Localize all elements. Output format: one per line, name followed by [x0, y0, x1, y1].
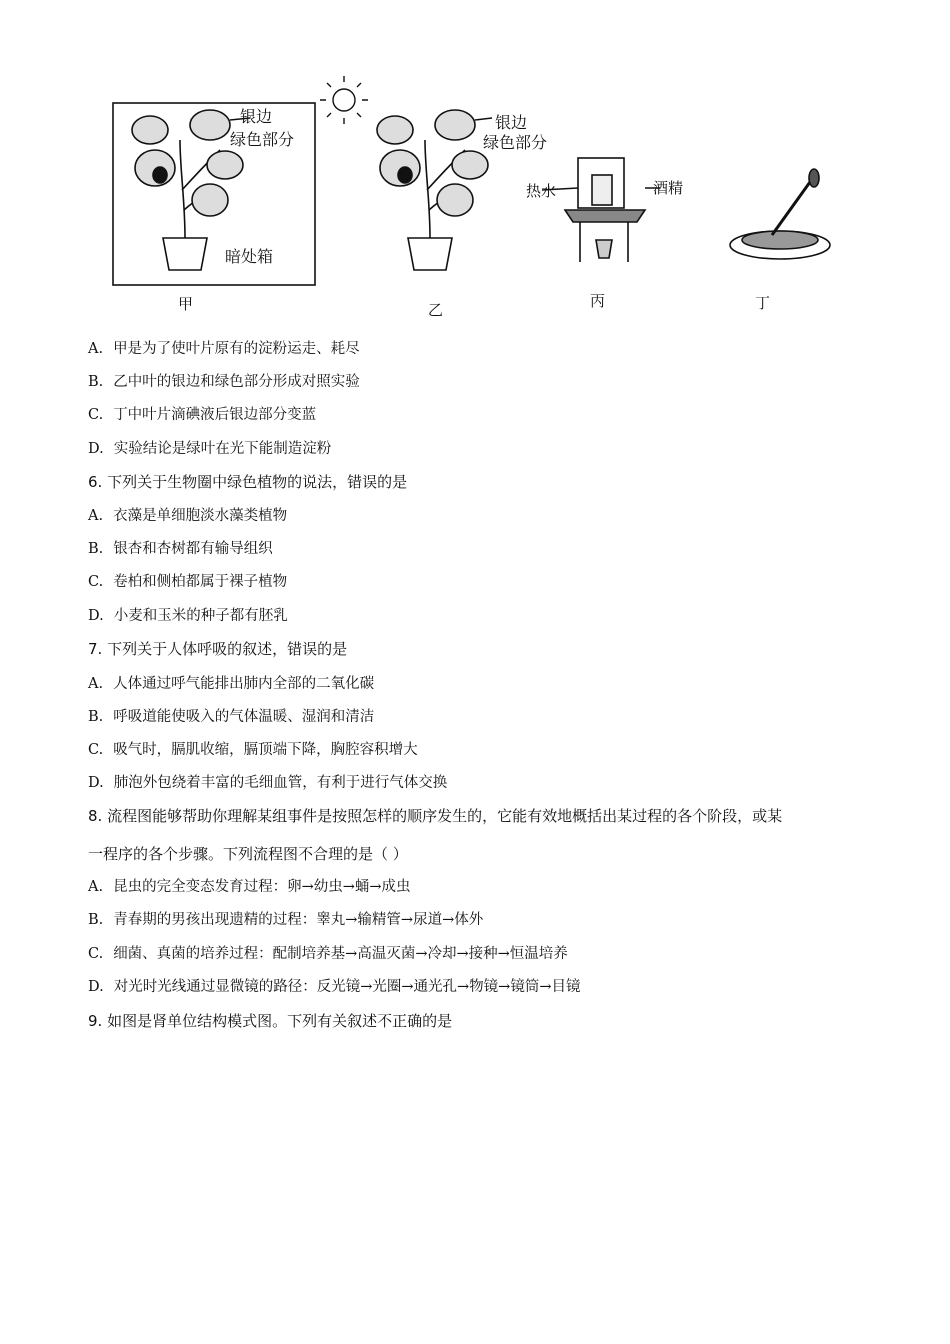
option-letter: D. [88, 441, 104, 457]
q5-option-b [88, 372, 360, 392]
q7-option-b [88, 707, 374, 727]
option-text: 乙中叶的银边和绿色部分形成对照实验 [113, 374, 360, 390]
option-text: 呼吸道能使吸入的气体温暖、湿润和清洁 [113, 709, 375, 725]
label-green-part-1: 绿色部分 [230, 130, 295, 149]
option-letter: B. [88, 374, 104, 390]
option-text: 卷柏和侧柏都属于裸子植物 [113, 574, 288, 590]
option-letter: C. [88, 407, 104, 423]
label-alcohol: 酒精 [653, 179, 684, 197]
label-dark-box: 暗处箱 [225, 247, 274, 266]
q6-option-a [88, 506, 287, 526]
label-silver-edge-1: 银边 [240, 107, 273, 126]
experiment-figure [100, 70, 880, 330]
option-letter: B. [88, 912, 104, 928]
option-text: 丁中叶片滴碘液后银边部分变蓝 [113, 407, 317, 423]
experiment-diagram [100, 70, 880, 330]
option-text: 银杏和杏树都有输导组织 [113, 541, 273, 557]
option-letter: C. [88, 574, 104, 590]
option-text: 小麦和玉米的种子都有胚乳 [113, 608, 288, 624]
question-text: 下列关于人体呼吸的叙述，错误的是 [107, 640, 348, 658]
q8-option-a [88, 877, 411, 897]
option-letter: D. [88, 979, 104, 995]
option-letter: B. [88, 709, 104, 725]
q9-stem [88, 1011, 452, 1031]
option-letter: A. [88, 341, 104, 357]
q8-option-c [88, 944, 568, 964]
option-text: 肺泡外包绕着丰富的毛细血管，有利于进行气体交换 [113, 775, 448, 791]
q5-option-d [88, 439, 331, 459]
option-text: 对光时光线通过显微镜的路径：反光镜→光圈→通光孔→物镜→镜筒→目镜 [113, 979, 581, 995]
option-text: 细菌、真菌的培养过程：配制培养基→高温灭菌→冷却→接种→恒温培养 [113, 946, 568, 962]
option-text: 人体通过呼气能排出肺内全部的二氧化碳 [113, 676, 375, 692]
q8-stem-line-2: 一程序的各个步骤。下列流程图不合理的是（ ） [88, 845, 408, 863]
q6-option-c [88, 572, 287, 592]
option-text: 昆虫的完全变态发育过程：卵→幼虫→蛹→成虫 [113, 879, 411, 895]
option-letter: C. [88, 742, 104, 758]
q8-option-b [88, 910, 483, 930]
option-text: 青春期的男孩出现遗精的过程：睾丸→输精管→尿道→体外 [113, 912, 484, 928]
caption-yi: 乙 [428, 301, 444, 319]
option-letter: C. [88, 946, 104, 962]
question-number: 9. [88, 1012, 103, 1030]
option-letter: A. [88, 508, 104, 524]
q7-stem [88, 639, 347, 659]
option-letter: D. [88, 608, 104, 624]
caption-ding: 丁 [755, 294, 771, 312]
caption-bing: 丙 [590, 292, 606, 310]
question-number: 7. [88, 640, 103, 658]
question-text: 下列关于生物圈中绿色植物的说法，错误的是 [107, 473, 408, 491]
q5-option-a [88, 339, 360, 359]
q7-option-a [88, 674, 374, 694]
q8-stem-line-1 [88, 806, 782, 826]
option-letter: B. [88, 541, 104, 557]
plant-in-light [377, 110, 492, 270]
q6-stem [88, 472, 407, 492]
option-text: 甲是为了使叶片原有的淀粉运走、耗尽 [113, 341, 360, 357]
option-text: 吸气时，膈肌收缩，膈顶端下降，胸腔容积增大 [113, 742, 418, 758]
q7-option-c [88, 740, 418, 760]
q8-option-d [88, 977, 580, 997]
question-number: 6. [88, 473, 103, 491]
question-text: 流程图能够帮助你理解某组事件是按照怎样的顺序发生的，它能有效地概括出某过程的各个阶段，或某 [107, 807, 783, 825]
sun-icon [320, 76, 368, 124]
q5-option-c [88, 405, 316, 425]
question-number: 8. [88, 807, 103, 825]
option-letter: A. [88, 879, 104, 895]
label-hot-water: 热水 [526, 182, 557, 200]
option-text: 实验结论是绿叶在光下能制造淀粉 [113, 441, 332, 457]
option-letter: A. [88, 676, 104, 692]
water-bath-apparatus [542, 158, 660, 262]
option-text: 衣藻是单细胞淡水藻类植物 [113, 508, 288, 524]
q6-option-b [88, 539, 273, 559]
label-silver-edge-2: 银边 [495, 113, 528, 132]
label-green-part-2: 绿色部分 [483, 133, 548, 152]
question-text: 如图是肾单位结构模式图。下列有关叙述不正确的是 [107, 1012, 453, 1030]
caption-jia: 甲 [178, 295, 194, 313]
petri-dish-with-dropper [730, 169, 830, 259]
q7-option-d [88, 773, 447, 793]
option-letter: D. [88, 775, 104, 791]
q6-option-d [88, 606, 288, 626]
